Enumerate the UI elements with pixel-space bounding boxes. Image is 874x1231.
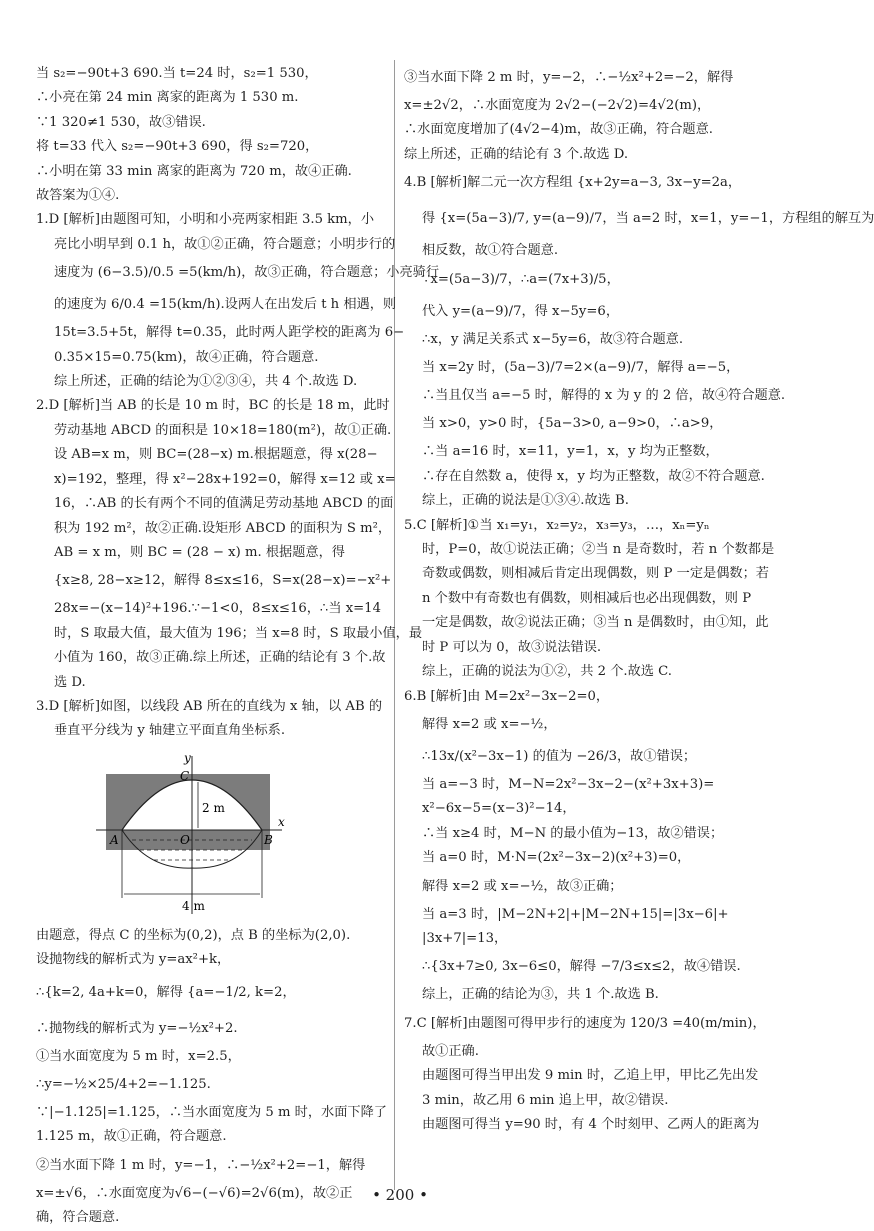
text-line: 时，P=0，故①说法正确；②当 n 是奇数时，若 n 个数都是 — [422, 542, 775, 558]
point-b-label: B — [264, 832, 273, 847]
text-line: 综上，正确的说法是①③④.故选 B. — [422, 493, 629, 509]
text-line: {x≥8, 28−x≥12，解得 8≤x≤16，S=x(28−x)=−x²+ — [54, 573, 392, 589]
text-line: 故答案为①④. — [36, 188, 120, 204]
height-label: 2 m — [202, 800, 225, 815]
question-6-start: 6.B [解析]由 M=2x²−3x−2=0， — [404, 688, 610, 704]
point-a-label: A — [110, 832, 119, 847]
text-line: 由题意，得点 C 的坐标为(0,2)，点 B 的坐标为(2,0). — [36, 927, 351, 943]
text-line: ∴{k=2, 4a+k=0，解得 {a=−1/2, k=2， — [36, 984, 296, 1000]
text-line: 3 min，故乙用 6 min 追上甲，故②错误. — [422, 1092, 669, 1108]
text-line: ∴13x/(x²−3x−1) 的值为 −26/3，故①错误； — [422, 748, 697, 764]
text-line: 确，符合题意. — [36, 1210, 120, 1226]
text-line: 设 AB=x m，则 BC=(28−x) m.根据题意，得 x(28− — [54, 447, 378, 463]
point-c-label: C — [180, 768, 190, 783]
text-line: 故①正确. — [422, 1043, 479, 1059]
width-label: 4 m — [182, 898, 205, 913]
text-line: 综上所述，正确的结论有 3 个.故选 D. — [404, 146, 629, 162]
text-line: ∴当 x≥4 时，M−N 的最小值为−13，故②错误； — [422, 825, 724, 841]
text-line: 亮比小明早到 0.1 h，故①②正确，符合题意；小明步行的 — [54, 236, 396, 252]
text-line: 由题图可得当甲出发 9 min 时，乙追上甲，甲比乙先出发 — [422, 1068, 759, 1084]
text-line: x=±2√2，∴水面宽度为 2√2−(−2√2)=4√2(m)， — [404, 98, 711, 113]
text-line: ①当水面宽度为 5 m 时，x=2.5， — [36, 1048, 241, 1064]
text-line: 当 x>0，y>0 时，{5a−3>0, a−9>0，∴a>9， — [422, 416, 723, 432]
text-line: 当 a=−3 时，M−N=2x²−3x−2−(x²+3x+3)= — [422, 776, 715, 792]
text-line: x²−6x−5=(x−3)²−14， — [422, 801, 576, 817]
question-4-start: 4.B [解析]解二元一次方程组 {x+2y=a−3, 3x−y=2a， — [404, 175, 742, 191]
text-line: 当 x=2y 时，(5a−3)/7=2×(a−9)/7，解得 a=−5， — [422, 360, 740, 376]
text-line: 由题图可得当 y=90 时，有 4 个时刻甲、乙两人的距离为 — [422, 1116, 760, 1132]
text-line: ③当水面下降 2 m 时，y=−2，∴−½x²+2=−2，解得 — [404, 70, 734, 85]
text-line: 小值为 160，故③正确.综上所述，正确的结论有 3 个.故 — [54, 650, 386, 666]
text-line: 得 {x=(5a−3)/7, y=(a−9)/7，当 a=2 时，x=1，y=−1，方程组的解互为 — [422, 211, 874, 227]
text-line: x)=192，整理，得 x²−28x+192=0，解得 x=12 或 x= — [54, 471, 396, 487]
text-line: ∴当 a=16 时，x=11，y=1，x，y 均为正整数， — [422, 444, 719, 460]
text-line: ∴存在自然数 a，使得 x，y 均为正整数，故②不符合题意. — [422, 468, 765, 484]
text-line: ∴水面宽度增加了(4√2−4)m，故③正确，符合题意. — [404, 122, 713, 138]
text-line: 综上所述，正确的结论为①②③④，共 4 个.故选 D. — [54, 374, 358, 390]
text-line: ∴当且仅当 a=−5 时，解得的 x 为 y 的 2 倍，故④符合题意. — [422, 388, 786, 404]
question-3-start: 3.D [解析]如图，以线段 AB 所在的直线为 x 轴，以 AB 的 — [36, 698, 383, 714]
text-line: 速度为 (6−3.5)/0.5 =5(km/h)，故③正确，符合题意；小亮骑行 — [54, 265, 440, 281]
text-line: 选 D. — [54, 674, 86, 690]
text-line: ∴抛物线的解析式为 y=−½x²+2. — [36, 1020, 238, 1036]
text-line: x=±√6，∴水面宽度为√6−(−√6)=2√6(m)，故②正 — [36, 1185, 353, 1201]
text-line: 当 a=3 时，|M−2N+2|+|M−2N+15|=|3x−6|+ — [422, 906, 729, 922]
text-line: n 个数中有奇数也有偶数，则相减后也必出现偶数，则 P — [422, 590, 752, 606]
text-line: 当 s₂=−90t+3 690.当 t=24 时，s₂=1 530， — [36, 66, 318, 81]
right-column — [404, 62, 874, 1137]
text-line: 综上，正确的说法为①②，共 2 个.故选 C. — [422, 664, 672, 680]
text-line: 解得 x=2 或 x=−½， — [422, 716, 557, 732]
text-line: 将 t=33 代入 s₂=−90t+3 690，得 s₂=720， — [36, 139, 319, 155]
text-line: 设抛物线的解析式为 y=ax²+k， — [36, 952, 231, 968]
text-line: 28x=−(x−14)²+196.∵−1<0，8≤x≤16，∴当 x=14 — [54, 601, 381, 617]
text-line: 15t=3.5+5t，解得 t=0.35，此时两人距学校的距离为 6− — [54, 325, 405, 341]
text-line: 相反数，故①符合题意. — [422, 243, 559, 259]
y-axis-label: y — [184, 750, 191, 765]
text-line: 解得 x=2 或 x=−½，故③正确； — [422, 878, 623, 894]
text-line: ∴小明在第 33 min 离家的距离为 720 m，故④正确. — [36, 163, 352, 179]
text-line: ∵x=(5a−3)/7，∴a=(7x+3)/5， — [422, 271, 620, 287]
parabola-figure — [88, 750, 388, 918]
text-line: 奇数或偶数，则相减后肯定出现偶数，则 P 一定是偶数；若 — [422, 566, 769, 582]
text-line: ∴x，y 满足关系式 x−5y=6，故③符合题意. — [422, 331, 684, 347]
text-line: 劳动基地 ABCD 的面积是 10×18=180(m²)，故①正确. — [54, 422, 392, 438]
text-line: 时 P 可以为 0，故③说法错误. — [422, 639, 602, 655]
question-2-start: 2.D [解析]当 AB 的长是 10 m 时，BC 的长是 18 m，此时 — [36, 398, 390, 414]
text-line: 当 a=0 时，M·N=(2x²−3x−2)(x²+3)=0， — [422, 850, 691, 866]
question-1-start: 1.D [解析]由题图可知，小明和小亮两家相距 3.5 km，小 — [36, 212, 375, 228]
parabola-diagram — [88, 750, 288, 918]
text-line: 0.35×15=0.75(km)，故④正确，符合题意. — [54, 349, 319, 365]
text-line: ∴{3x+7≥0, 3x−6≤0，解得 −7/3≤x≤2，故④错误. — [422, 959, 741, 975]
text-line: ∴小亮在第 24 min 离家的距离为 1 530 m. — [36, 90, 299, 106]
text-line: 16，∴AB 的长有两个不同的值满足劳动基地 ABCD 的面 — [54, 496, 394, 512]
text-line: AB = x m，则 BC = (28 − x) m. 根据题意，得 — [54, 544, 345, 560]
text-line: 1.125 m，故①正确，符合题意. — [36, 1129, 227, 1145]
text-line: 的速度为 6/0.4 =15(km/h).设两人在出发后 t h 相遇，则 — [54, 297, 397, 313]
text-line: ②当水面下降 1 m 时，y=−1，∴−½x²+2=−1，解得 — [36, 1157, 366, 1173]
question-7-start: 7.C [解析]由题图可得甲步行的速度为 120/3 =40(m/min)， — [404, 1015, 766, 1031]
text-line: 垂直平分线为 y 轴建立平面直角坐标系. — [54, 723, 286, 739]
text-line: 时，S 取最大值，最大值为 196；当 x=8 时，S 取最小值，最 — [54, 625, 423, 641]
text-line: ∵1 320≠1 530，故③错误. — [36, 114, 206, 130]
question-5-start: 5.C [解析]①当 x₁=y₁，x₂=y₂，x₃=y₃，…，xₙ=yₙ — [404, 517, 710, 533]
text-line: ∵|−1.125|=1.125，∴当水面宽度为 5 m 时，水面下降了 — [36, 1104, 387, 1120]
x-axis-label: x — [278, 814, 285, 829]
text-line: 综上，正确的结论为③，共 1 个.故选 B. — [422, 987, 659, 1003]
text-line: 代入 y=(a−9)/7，得 x−5y=6， — [422, 303, 620, 319]
text-line: ∴y=−½×25/4+2=−1.125. — [36, 1076, 211, 1092]
page-number: • 200 • — [372, 1186, 428, 1204]
text-line: 积为 192 m²，故②正确.设矩形 ABCD 的面积为 S m²， — [54, 520, 392, 536]
origin-label: O — [180, 832, 190, 847]
text-line: 一定是偶数，故②说法正确；③当 n 是偶数时，由①知，此 — [422, 615, 769, 631]
text-line: |3x+7|=13， — [422, 930, 508, 946]
